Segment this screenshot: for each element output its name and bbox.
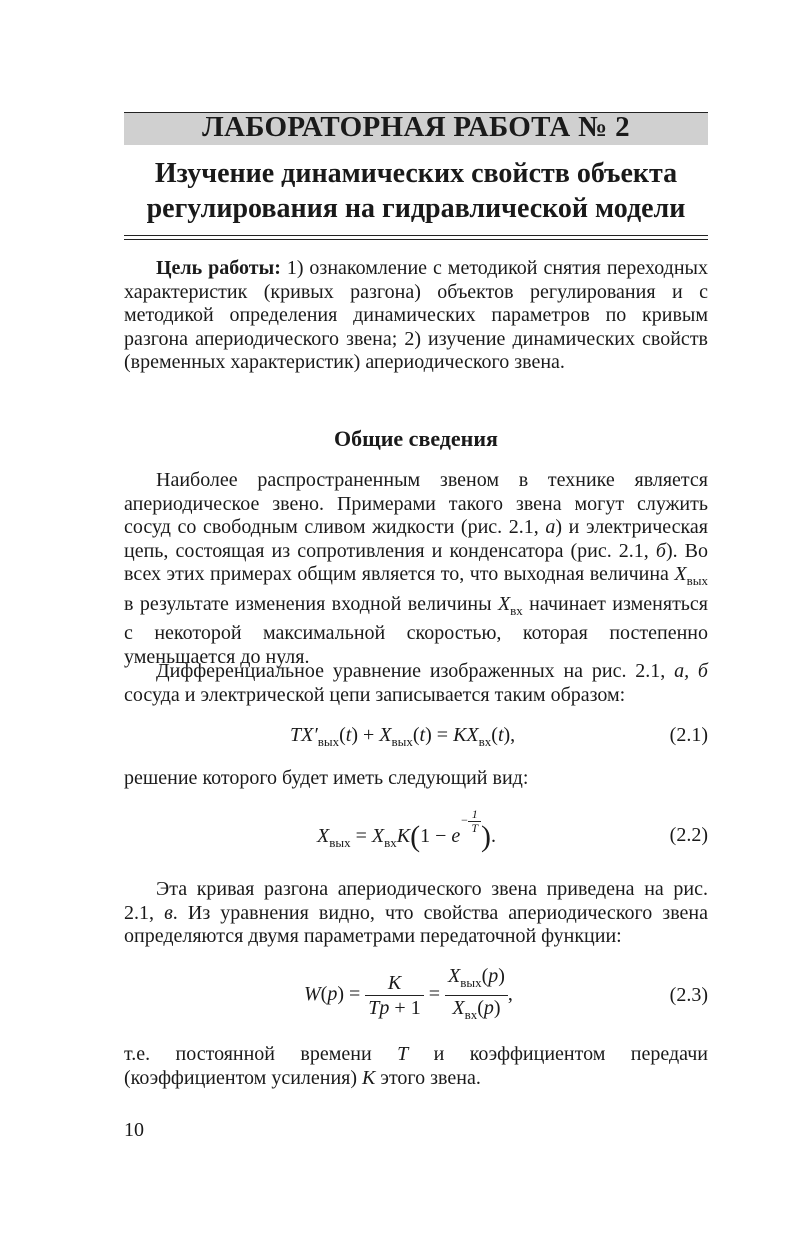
paragraph-3: решение которого будет иметь следующий вид: — [124, 767, 529, 789]
title-rule-top — [124, 235, 708, 236]
equation-2-1-number: (2.1) — [669, 724, 708, 746]
equation-2-1-formula: $TX'_{вых}(t) + X_{вых}(t) = KX_{вх}(t)$, — [290, 724, 516, 749]
paragraph-1: Наиболее распространенным звеном в технике является апериодическое звено. Примерами такого звена могут служить сосуд со свободным сливом жидкости (рис. 2.1, а) и электрическая цепь, состоящая из сопротивления и конденсатора (рис. 2.1, б). Во всех этих примерах общим является то, что выходная величина $X_{вых}$ в результате изменения входной величины $X_{вх}$ начинает изменяться с некоторой максимальной скоростью, которая постепенно уменьшается до нуля. — [124, 469, 709, 668]
goal-paragraph — [124, 257, 708, 375]
paragraph-2: Дифференциальное уравнение изображенных на рис. 2.1, а, б сосуда и электрической цепи записывается таким образом: — [124, 660, 708, 706]
paragraph-4: Эта кривая разгона апериодического звена приведена на рис. 2.1, в. Из уравнения видно, что свойства апериодического звена определяются двумя параметрами передаточной функции: — [124, 878, 708, 947]
equation-2-2 — [124, 806, 708, 866]
main-title-line-1: Изучение динамических свойств объекта — [154, 158, 678, 189]
equation-2-2-formula: $X_{вых} = X_{вх}K(1 - e^{- \frac{1}{T}}$ ). — [317, 806, 497, 853]
title-rule-bottom — [124, 239, 708, 240]
lab-title: ЛАБОРАТОРНАЯ РАБОТА № 2 — [202, 111, 630, 143]
goal-label: Цель работы: — [156, 257, 281, 279]
equation-2-3 — [124, 964, 708, 1028]
equation-2-3-number: (2.3) — [669, 984, 708, 1006]
goal-text: 1) ознакомление с методикой снятия переходных характеристик (кривых разгона) объектов регулирования и с методикой определения динамических параметров по кривым разгона апериодического звена; 2) изучение динамических свойств (временных характеристик) апериодического звена. — [124, 257, 708, 373]
paragraph-5: т.е. постоянной времени T и коэффициентом передачи (коэффициентом усиления) K этого звена. — [124, 1043, 708, 1089]
equation-2-3-formula: W(p) = $\frac{K}{Tp + 1}$ = $\frac{X_{вых}(p)}{X_{вх}(p)}$ , — [304, 965, 513, 1022]
equation-2-2-number: (2.2) — [669, 824, 708, 846]
page-number: 10 — [124, 1119, 144, 1141]
section-heading: Общие сведения — [334, 426, 498, 451]
main-title-line-2: регулирования на гидравлической модели — [146, 193, 686, 224]
main-title — [124, 156, 708, 226]
